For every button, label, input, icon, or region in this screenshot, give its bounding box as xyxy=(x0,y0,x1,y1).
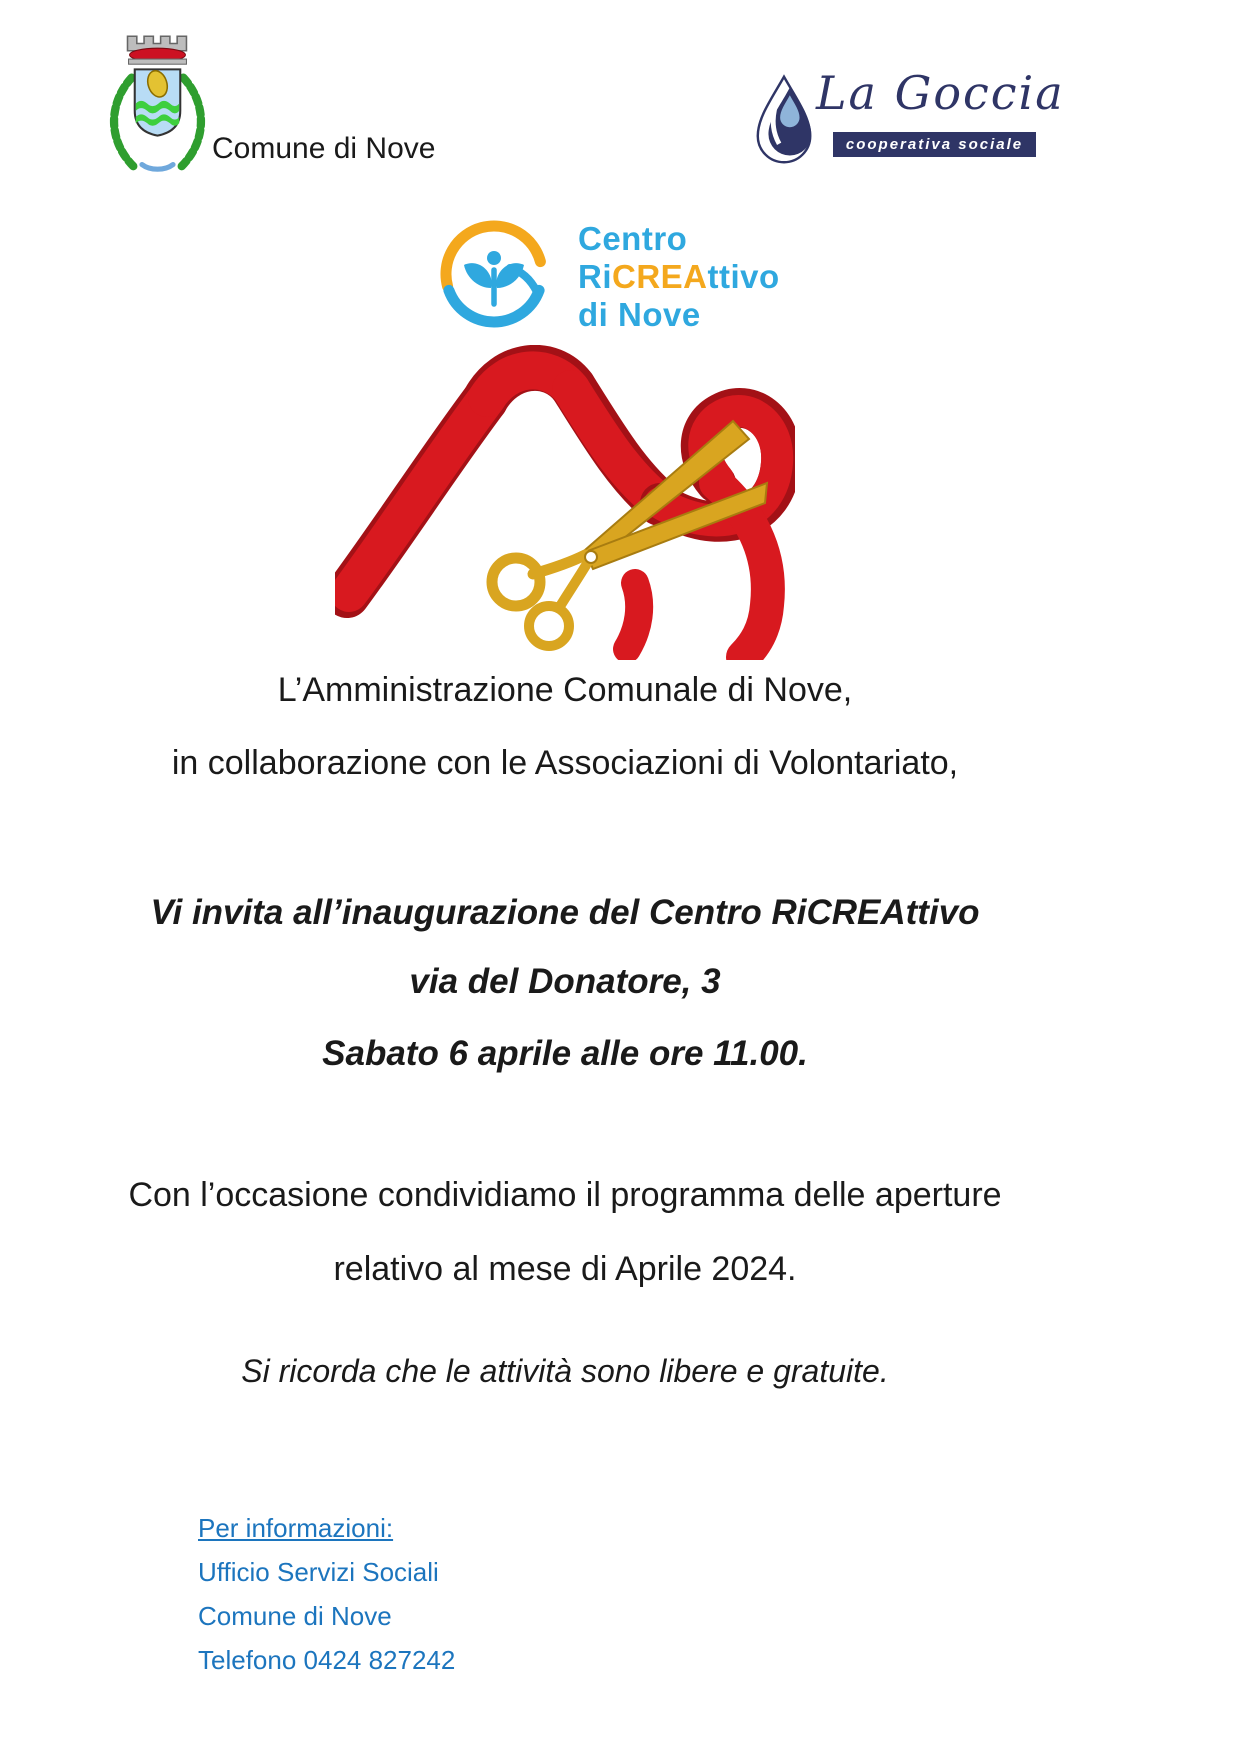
scissors-cutting-ribbon-image xyxy=(335,345,795,660)
contact-title: Per informazioni: xyxy=(198,1513,394,1543)
program-line-2: relativo al mese di Aprile 2024. xyxy=(333,1250,797,1288)
goccia-banner xyxy=(833,132,1036,157)
centro-logo-text xyxy=(578,220,780,334)
centro-logo-line2: RiCREAttivo xyxy=(578,258,780,295)
centro-logo-line1: Centro xyxy=(578,220,688,257)
program-line-1: Con l’occasione condividiamo il programma delle aperture xyxy=(128,1176,1002,1214)
water-drop-icon xyxy=(750,72,818,168)
centro-ricreattivo-logo xyxy=(438,216,798,341)
la-goccia-name: La Goccia xyxy=(816,66,1065,120)
comune-di-nove-crest-icon xyxy=(100,28,215,178)
invite-line-2: via del Donatore, 3 xyxy=(409,962,721,1001)
centro-logo-line3: di Nove xyxy=(578,296,701,333)
contact-phone: Telefono 0424 827242 xyxy=(198,1645,456,1675)
invite-line-1: Vi invita all’inaugurazione del Centro RiCREAttivo xyxy=(150,893,980,932)
contact-comune: Comune di Nove xyxy=(198,1601,392,1631)
note-line: Si ricorda che le attività sono libere e gratuite. xyxy=(241,1353,889,1389)
intro-line-1: L’Amministrazione Comunale di Nove, xyxy=(277,671,853,709)
intro-line-2: in collaborazione con le Associazioni di Volontariato, xyxy=(171,744,959,782)
sprout-circle-icon xyxy=(438,218,550,330)
comune-di-nove-label: Comune di Nove xyxy=(212,132,436,165)
invite-line-3: Sabato 6 aprile alle ore 11.00. xyxy=(322,1034,808,1073)
contact-office: Ufficio Servizi Sociali xyxy=(198,1557,439,1587)
contact-block xyxy=(198,1506,455,1682)
goccia-subtitle: cooperativa sociale xyxy=(845,136,1024,153)
la-goccia-logo xyxy=(666,58,1065,173)
